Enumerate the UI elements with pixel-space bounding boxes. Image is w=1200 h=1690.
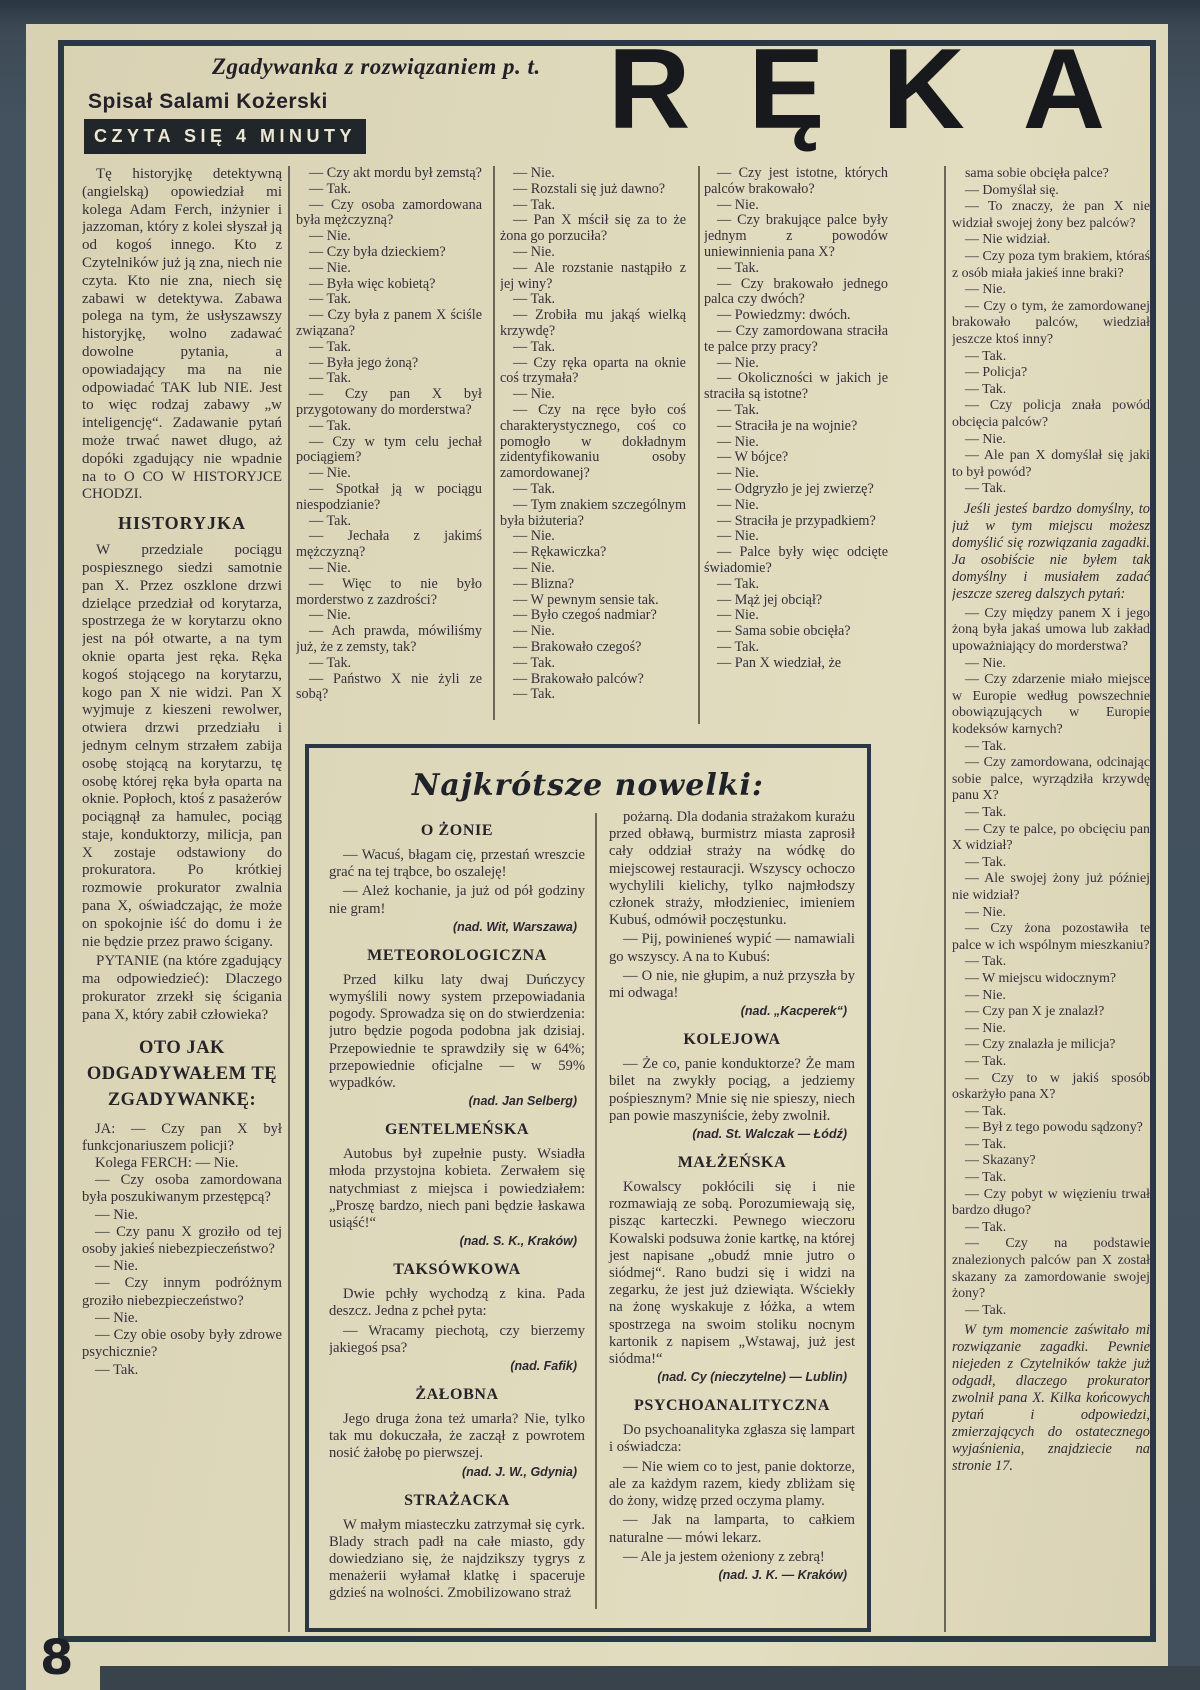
qa-line: — Jechała z jakimś mężczyzną?	[296, 528, 482, 561]
qa-line: — Czy żona pozostawiła te palce w ich wspólnym mieszkaniu?	[952, 921, 1150, 953]
column-rule	[944, 166, 946, 1632]
qa-line: — Tak.	[965, 1219, 1007, 1235]
novella-heading: O ŻONIE	[420, 822, 494, 839]
qa-line: — Tak.	[309, 512, 352, 529]
novella-paragraph: Dwie pchły wychodzą z kina. Pada deszcz. Jedna z pcheł pyta:	[329, 1286, 585, 1320]
novella-credit: (nad. „Kacperek“)	[740, 1004, 847, 1019]
qa-line: — Czy w tym celu jechał pociągiem?	[296, 433, 482, 466]
qa-column-3	[500, 166, 686, 720]
qa-line: — Domyślał się.	[965, 182, 1059, 198]
nowelki-box	[305, 744, 871, 1632]
novella-paragraph: — Nie wiem co to jest, panie doktorze, ale za każdym razem, kiedy zbliżam się do żony, widzę przed oczyma plamy.	[609, 1458, 855, 1510]
qa-column-2	[296, 166, 482, 718]
qa-line: — Czy była z panem X ściśle związana?	[296, 307, 482, 339]
qa-line: — Zrobiła mu jakąś wielką krzywdę?	[500, 307, 686, 339]
column-rule	[698, 166, 700, 724]
qa-line: — Tak.	[965, 1053, 1007, 1069]
qa-line: — Straciła je na wojnie?	[717, 417, 858, 434]
novella-paragraph: Przed kilku laty dwaj Duńczycy wymyślili nowy system przepowiadania pogody. Sprowadza się on do stwierdzenia: jutro będzie pogoda podobna jak dzisiaj. Przepowiednie te sprawdziły się w 64%; przepowiednie oficjalne — w 59% wypadków.	[329, 971, 585, 1092]
qa-line: — Pan X mścił się za to że żona go porzuciła?	[500, 212, 686, 245]
qa-line: — Tak.	[717, 575, 760, 592]
novella-paragraph: — Wacuś, błagam cię, przestań wreszcie grać na tej trąbce, bo oszaleję!	[329, 847, 585, 881]
qa-line: — Tak.	[717, 401, 760, 418]
qa-line: — Czy na ręce było coś charakterystycznego, coś co pomogło w dokładnym zidentyfikowaniu osoby zamordowanej?	[500, 401, 686, 482]
qa-line: — W bójce?	[717, 449, 789, 466]
qa-line: — Tak.	[309, 338, 352, 355]
qa-line: — Nie.	[513, 386, 555, 403]
qa-line: — Tak.	[513, 338, 556, 355]
nowelki-right-column	[597, 809, 855, 1609]
qa-line: — Ale swojej żony już później nie widział?	[952, 871, 1150, 903]
qa-line: — Tak.	[513, 196, 556, 213]
qa-line: — Czy innym podróżnym groziło niebezpieczeństwo?	[82, 1275, 282, 1309]
qa-line: — Nie.	[965, 1020, 1006, 1036]
nowelki-title: Najkrótsze nowelki:	[411, 768, 765, 803]
qa-line: — Więc to nie było morderstwo z zazdrości?	[296, 575, 482, 608]
qa-line: — Nie.	[717, 354, 759, 371]
qa-line: — Czy o tym, że zamordowanej brakowało palców, wiedział jeszcze ktoś inny?	[952, 298, 1150, 347]
novella-heading: KOLEJOWA	[683, 1031, 781, 1049]
qa-line: — Nie.	[717, 496, 759, 513]
qa-line: — Nie.	[309, 259, 351, 276]
qa-line: — To znaczy, że pan X nie widział swojej żony bez palców?	[952, 199, 1150, 231]
qa-line: — Tak.	[965, 348, 1007, 364]
qa-line: — Czy zamordowana, odcinając sobie palce, wyrządziła krzywdę panu X?	[952, 755, 1150, 804]
qa-line: — Pan X wiedział, że	[717, 654, 842, 671]
novella-heading: TAKSÓWKOWA	[393, 1261, 521, 1279]
novella-credit: (nad. S. K., Kraków)	[459, 1234, 577, 1249]
qa-line: — Była więc kobietą?	[309, 275, 436, 292]
qa-line: — Czy zdarzenie miało miejsce w Europie według powszechnie obowiązujących w Europie kodeksów karnych?	[952, 672, 1150, 738]
qa-line: — Czy między panem X i jego żoną była jakaś umowa lub zakład upoważniający do morderstwa?	[952, 605, 1150, 655]
qa-line: — W pewnym sensie tak.	[513, 591, 659, 608]
qa-line: — Nie.	[513, 243, 555, 260]
qa-line: — Nie.	[717, 607, 759, 624]
page-number: 8	[40, 1630, 74, 1686]
column-rule	[288, 166, 290, 1632]
qa-line: — Nie.	[513, 623, 555, 640]
qa-line: — Nie.	[95, 1206, 138, 1223]
qa-line: Kolega FERCH: — Nie.	[95, 1155, 239, 1172]
column-rule	[493, 166, 495, 720]
qa-line: — Tak.	[965, 738, 1007, 754]
novella-paragraph: pożarną. Dla dodania strażakom kurażu przed obławą, burmistrz miasta zaprosił cały oddział straży na wódkę do miejscowej restauracji. Wszyscy ochoczo wychylili kielichy, tylko najmłodszy członek straży, młodzieniec, imieniem Kubuś, odmówił poczęstunku.	[609, 809, 855, 929]
qa-line: — Nie.	[717, 433, 759, 450]
qa-line: — W miejscu widocznym?	[965, 970, 1117, 986]
qa-line: — Tak.	[513, 686, 556, 703]
odgadywalem-heading: OTO JAK ODGADYWAŁEM TĘ ZGADYWANKĘ:	[86, 1037, 278, 1110]
qa-line: — Nie.	[965, 282, 1006, 298]
qa-line: — Mąż jej obciął?	[717, 591, 823, 608]
historyjka-paragraph: W przedziale pociągu pospiesznego siedzi samotnie pan X. Przez oszklone drzwi dzielące przedział od korytarza, spostrzega że w korytarzu okno jest na pół otwarte, a na tym oknie oparta jest ręka. Ręka kogoś stojącego na korytarzu, kogo pan X nie widzi. Pan X wyjmuje z kieszeni rewolwer, otwiera drzwi przedziału i jednym celnym strzałem zabija osobę stojącą na korytarzu, tę osobę której ręka była oparta na oknie. Popłoch, ktoś z pasażerów pociągnął za hamulec, pociąg staje, konduktorzy, milicja, pan X zostaje odstawiony do prokuratora. Po krótkiej rozmowie prokurator zwalnia pana X, oświadczając, że może on spokojnie iść do domu i że nie będzie przez prawo ścigany.	[82, 542, 282, 950]
qa-line: — Tak.	[513, 480, 556, 497]
qa-line: — Brakowało palców?	[513, 670, 644, 687]
novella-paragraph: — Że co, panie konduktorze? Że mam bilet na zwykły pociąg, a jedziemy pośpiesznym? Mnie się nie spieszy, niech pan powie maszyniście, żeby zwolnił.	[609, 1056, 855, 1124]
historyjka-heading: HISTORYJKA	[117, 513, 247, 534]
novella-heading: MAŁŻEŃSKA	[677, 1154, 787, 1172]
novella-credit: (nad. Wit, Warszawa)	[453, 919, 577, 934]
pytanie-paragraph: PYTANIE (na które zgadujący ma odpowiedzieć): Dlaczego prokurator zrzekł się ścigania pana X, który zabił człowieka?	[82, 953, 282, 1023]
novella-paragraph: — Pij, powinieneś wypić — namawiali go wszyscy. A na to Kubuś:	[609, 931, 855, 965]
qa-line: — Ale pan X domyślał się jaki to był powód?	[952, 448, 1150, 480]
column-intro	[82, 166, 282, 1628]
qa-line: — Tak.	[965, 954, 1007, 970]
novella-credit: (nad. Fafik)	[510, 1359, 577, 1374]
qa-line: — Czy brakowało jednego palca czy dwóch?	[704, 275, 888, 308]
novella-paragraph: — O nie, nie głupim, a nuż przyszła by mi odwaga!	[609, 967, 855, 1002]
qa-line: — Nie.	[309, 607, 351, 624]
nowelki-columns	[309, 803, 867, 1609]
novella-paragraph: — Ale ja jestem ożeniony z zebrą!	[623, 1548, 825, 1565]
novella-paragraph: Jego druga żona też umarła? Nie, tylko tak mu dokuczała, że zaczął z powrotem nosić żałobę po pierwszej.	[329, 1411, 585, 1462]
qa-line: — Czy to w jakiś sposób oskarżyło pana X?	[952, 1070, 1150, 1103]
qa-line: JA: — Czy pan X był funkcjonariuszem policji?	[82, 1120, 282, 1154]
novella-credit: (nad. Jan Selberg)	[468, 1094, 577, 1109]
qa-line: — Tak.	[965, 854, 1007, 870]
qa-line: — Rozstali się już dawno?	[513, 180, 666, 197]
qa-line: — Czy na podstawie znalezionych palców pan X został skazany za zamordowanie swojej żony?	[952, 1236, 1150, 1302]
novella-credit: (nad. J. W., Gdynia)	[461, 1464, 577, 1479]
qa-line: — Tak.	[309, 291, 352, 308]
qa-line: — Tak.	[717, 259, 760, 276]
qa-line: — Rękawiczka?	[513, 544, 607, 561]
qa-line: — Nie.	[95, 1258, 138, 1275]
tagline: Zgadywanka z rozwiązaniem p. t.	[212, 54, 541, 79]
novella-credit: (nad. Cy (nieczytelne) — Lublin)	[657, 1370, 847, 1385]
novella-heading: PSYCHOANALITYCZNA	[634, 1397, 830, 1415]
qa-line: — Nie.	[965, 431, 1006, 447]
qa-line: — Nie.	[717, 196, 759, 213]
qa-line: — Sama sobie obcięła?	[717, 623, 851, 640]
qa-line: — Tak.	[513, 291, 556, 308]
qa-line: — Czy osoba zamordowana była poszukiwanym przestępcą?	[82, 1172, 282, 1206]
qa-line: — Tak.	[95, 1361, 139, 1378]
qa-line: — Czy pobyt w więzieniu trwał bardzo długo?	[952, 1186, 1150, 1219]
qa-line: — Tak.	[717, 638, 760, 655]
novella-heading: ŻAŁOBNA	[415, 1386, 499, 1404]
qa-line: — Brakowało czegoś?	[513, 638, 642, 655]
reading-time-badge: CZYTA SIĘ 4 MINUTY	[84, 119, 366, 154]
qa-line: — Nie widział.	[965, 232, 1051, 248]
novella-paragraph: Autobus był zupełnie pusty. Wsiadła młoda przystojna kobieta. Zerwałem się natychmiast z miejsca i powiedziałem: „Proszę bardzo, niech pani będzie łaskawa usiąść!“	[329, 1146, 585, 1232]
qa-line: — Tak.	[965, 805, 1007, 820]
qa-line: — Nie.	[309, 465, 351, 482]
byline: Spisał Salami Kożerski	[88, 90, 328, 113]
qa-line: — Czy brakujące palce były jednym z powodów uniewinnienia pana X?	[704, 212, 888, 260]
qa-line: — Nie.	[513, 166, 555, 181]
qa-line: — Nie.	[717, 465, 759, 482]
qa-line: — Czy akt mordu był zemstą?	[309, 166, 482, 181]
qa-line: — Czy pan X był przygotowany do morderstwa?	[296, 386, 482, 418]
qa-line: — Był z tego powodu sądzony?	[965, 1120, 1143, 1136]
qa-line: — Tak.	[965, 381, 1007, 397]
qa-line: — Tak.	[309, 417, 352, 434]
page-title: RĘKA	[608, 26, 1164, 153]
qa-line: — Czy znalazła je milicja?	[965, 1037, 1116, 1053]
qa-line: — Nie.	[309, 559, 351, 576]
qa-line: — Powiedzmy: dwóch.	[717, 307, 851, 324]
qa-line: — Nie.	[717, 528, 759, 545]
qa-line: — Odgryzło je jej zwierzę?	[717, 480, 874, 497]
qa-line: — Nie.	[965, 904, 1006, 920]
qa-line: — Ale rozstanie nastąpiło z jej winy?	[500, 259, 686, 292]
intro-paragraph: Tę historyjkę detektywną (angielską) opowiedział mi kolega Adam Ferch, inżynier i jazzoman, który z kolei słyszał ją od kogoś innego. Kto z Czytelników już ją zna, niech nie czyta. Kto nie zna, niech się zabawi w detektywa. Zabawa polega na tym, że usłyszawszy historyjkę, wolno zadawać dowolne pytania, a opowiadający ma na nie odpowiadać TAK lub NIE. Jest to więc rodzaj zabawy „w inteligencję“. Zadawanie pytań może trwać nawet długo, aż dopóki zgadujący nie wpadnie na to O CO W HISTORYJCE CHODZI.	[82, 166, 282, 503]
novella-paragraph: — Jak na lamparta, to całkiem naturalne — mówi lekarz.	[609, 1512, 855, 1546]
novella-paragraph: Kowalscy pokłócili się i nie rozmawiają ze sobą. Porozumiewają się, pisząc karteczki. Pewnego wieczoru Kowalski podsuwa żonie kartkę, na której jest napisane „obudź mnie jutro o siódmej“. Rano budzi się i widzi na zegarku, że jest już dziewiąta. Wściekły na żonę wyskakuje z łóżka, a wtem spostrzega na swoim stoliku nocnym kartonik z napisem „Wstawaj, już jest siódma!“	[609, 1179, 855, 1368]
novella-paragraph: W małym miasteczku zatrzymał się cyrk. Blady strach padł na całe miasto, gdy dowiedziano się, że najdzikszy tygrys z menażerii wyłamał klatkę i spaceruje gdzieś na wolności. Zmobilizowano straż	[329, 1516, 585, 1602]
qa-line: — Czy panu X groziło od tej osoby jakieś niebezpieczeństwo?	[82, 1223, 282, 1258]
novella-paragraph: Do psychoanalityka zgłasza się lampart i oświadcza:	[609, 1422, 855, 1456]
qa-line: — Spotkał ją w pociągu niespodzianie?	[296, 480, 482, 513]
qa-line: — Tak.	[513, 654, 556, 671]
novella-credit: (nad. J. K. — Kraków)	[718, 1567, 847, 1582]
novella-paragraph: — Wracamy piechotą, czy bierzemy jakiegoś psa?	[329, 1322, 585, 1356]
qa-line: — Nie.	[513, 559, 555, 576]
qa-line: — Tak.	[965, 1136, 1007, 1152]
qa-column-4	[704, 166, 888, 724]
qa-line: — Ach prawda, mówiliśmy już, że z zemsty, tak?	[296, 623, 482, 655]
qa-line: — Palce były więc odcięte świadomie?	[704, 544, 888, 576]
qa-line: — Czy obie osoby były zdrowe psychicznie?	[82, 1327, 282, 1361]
qa-line: — Czy ręka oparta na oknie coś trzymała?	[500, 354, 686, 387]
qa-line: — Czy osoba zamordowana była mężczyzną?	[296, 196, 482, 229]
qa-line: — Tak.	[309, 370, 352, 387]
qa-line: — Tak.	[965, 481, 1007, 497]
qa-line: — Tym znakiem szczególnym była biżuteria?	[500, 496, 686, 529]
qa-line: — Czy poza tym brakiem, któraś z osób miała jakieś inne braki?	[952, 248, 1150, 281]
qa-line: — Tak.	[309, 180, 352, 197]
qa-line: — Nie.	[95, 1309, 138, 1326]
qa-line: — Tak.	[309, 654, 352, 671]
qa-line: — Policja?	[965, 365, 1028, 381]
qa-line: — Okoliczności w jakich je straciła są istotne?	[704, 370, 888, 403]
novella-heading: STRAŻACKA	[404, 1491, 510, 1509]
qa-line: — Państwo X nie żyli ze sobą?	[296, 670, 482, 703]
qa-line: — Czy była dzieckiem?	[309, 243, 446, 260]
qa-line: — Czy zamordowana straciła te palce przy pracy?	[704, 322, 888, 355]
qa-list-col1	[82, 1121, 282, 1379]
qa-line: — Skazany?	[965, 1153, 1036, 1169]
commentary-paragraph: W tym momencie zaświtało mi rozwiązanie zagadki. Pewnie niejeden z Czytelników także już odgadł, dlaczego prokurator zwolnił pana X. Kilka końcowych pytań i odpowiedzi, zmierzających do ostatecznego wyjaśnienia, znajdziecie na stronie 17.	[952, 1322, 1150, 1475]
novella-heading: GENTELMEŃSKA	[384, 1121, 530, 1139]
qa-line: — Nie.	[309, 228, 351, 245]
qa-line: — Tak.	[965, 1103, 1007, 1119]
qa-line: — Blizna?	[513, 575, 575, 592]
qa-line: — Czy pan X je znalazł?	[965, 1004, 1105, 1020]
qa-column-5	[952, 166, 1150, 1638]
commentary-paragraph: Jeśli jesteś bardzo domyślny, to już w tym miejscu możesz domyślić się rozwiązania zagadki. Ja osobiście nie byłem tak domyślny i musiałem zadać jeszcze szereg dalszych pytań:	[952, 500, 1150, 602]
qa-line: — Czy te palce, po obcięciu pan X widział?	[952, 821, 1150, 854]
qa-line: — Było czegoś nadmiar?	[513, 607, 657, 624]
qa-line: — Nie.	[965, 655, 1006, 671]
novella-credit: (nad. St. Walczak — Łódź)	[692, 1127, 847, 1142]
scan-edge-shadow	[100, 1666, 1200, 1690]
qa-line: sama sobie obcięła palce?	[965, 166, 1109, 181]
novella-paragraph: — Ależ kochanie, ja już od pół godziny nie gram!	[329, 883, 585, 917]
nowelki-left-column	[329, 809, 595, 1609]
qa-line: — Tak.	[965, 1170, 1007, 1186]
qa-line: — Czy policja znała powód obcięcia palców?	[952, 398, 1150, 430]
qa-line: — Nie.	[513, 528, 555, 545]
qa-line: — Czy jest istotne, których palców brakowało?	[704, 166, 888, 197]
novella-heading: METEOROLOGICZNA	[367, 946, 547, 964]
qa-line: — Była jego żoną?	[309, 354, 419, 371]
qa-line: — Straciła je przypadkiem?	[717, 512, 876, 529]
qa-line: — Nie.	[965, 987, 1006, 1003]
qa-line: — Tak.	[965, 1302, 1007, 1318]
